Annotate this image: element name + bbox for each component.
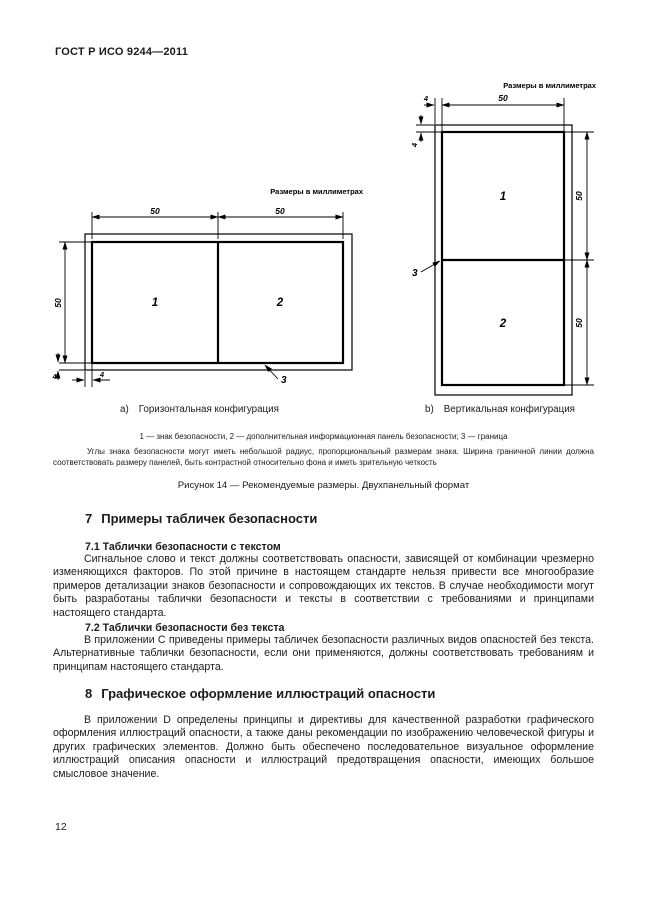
section-7-1-paragraph: Сигнальное слово и текст должны соответствовать опасности, зависящей от комбинации чрезмерно изменяющихся факторов. По этой причине в настоящем стандарте нельзя привести все многообразие примеров детализации знаков безопасности и сопровождающих их текстов. В случае необходимости могут быть разработаны таблички безопасности и тексты в соответствии с требованиями и принципами настоящего стандарта. [53,553,594,619]
border-leader-line [265,365,278,379]
extension-lines [59,212,343,387]
dim-width1: 50 [150,206,160,216]
dim-height1: 50 [574,191,584,201]
panel1-label: 1 [499,191,507,203]
section-7-1-heading: 7.1 Таблички безопасности с текстом [85,541,281,553]
border-ref-label: 3 [281,375,287,386]
document-title: ГОСТ Р ИСО 9244—2011 [55,46,189,58]
figure-legend: 1 — знак безопасности, 2 — дополнительная информационная панель безопасности; 3 — граница [139,432,508,441]
border-ref-label: 3 [412,268,418,279]
dim-border-left: 4 [410,142,419,148]
section-7-title: Примеры табличек безопасности [101,511,318,526]
section-7-number: 7 [85,511,93,526]
dimension-lines [421,105,587,385]
section-7-2-heading: 7.2 Таблички безопасности без текста [85,622,285,634]
dim-width2: 50 [275,206,285,216]
caption-horizontal [120,404,279,415]
section-7-heading [85,511,317,526]
caption-text-a: Горизонтальная конфигурация [138,404,279,415]
figure-note: Углы знака безопасности могут иметь небольшой радиус, пропорциональный размерам знака. Ширина граничной линии должна соответствовать размеру панелей, быть контрастной относительно фона и иметь зрительную четкость [53,447,594,467]
units-label: Размеры в миллиметрах [270,187,363,196]
section-7-2-paragraph: В приложении С приведены примеры табличек безопасности различных видов опасностей без текста. Альтернативные таблички безопасности, если они применяются, должны соответствовать требованиям и принципам настоящего стандарта. [53,634,594,673]
figure-caption: Рисунок 14 — Рекомендуемые размеры. Двухпанельный формат [177,480,470,491]
dim-border-h: 4 [99,370,105,379]
section-8-heading [85,686,435,701]
caption-letter-a: a) [120,404,129,415]
figure-14-diagram-vertical [408,78,646,403]
panel1-label: 1 [151,297,159,309]
dim-height: 50 [53,298,63,308]
panel2-label: 2 [499,318,507,330]
caption-letter-b: b) [425,404,434,415]
caption-text-b: Вертикальная конфигурация [443,404,575,415]
section-8-number: 8 [85,686,93,701]
dim-border-top: 4 [423,94,429,103]
caption-vertical [425,404,575,415]
section-8-paragraph: В приложении D определены принципы и директивы для качественной разработки графического оформления иллюстраций опасности, а также даны рекомендации по изображению человеческой фигуры и других графических элементов. Должно быть обеспечено последовательное визуальное оформление иллюстраций описания опасности и иллюстраций предотвращения опасности, имеющих большое смысловое значение. [53,714,594,780]
dim-border-v: 4 [52,372,57,381]
page-number: 12 [55,821,67,833]
panel2-label: 2 [276,297,284,309]
dim-width: 50 [498,93,508,103]
section-8-title: Графическое оформление иллюстраций опасности [101,686,436,701]
units-label: Размеры в миллиметрах [503,81,596,90]
figure-14-diagram-horizontal [50,183,390,408]
border-leader-line [421,261,440,272]
sign-panel-border [442,132,564,385]
dim-height2: 50 [574,318,584,328]
